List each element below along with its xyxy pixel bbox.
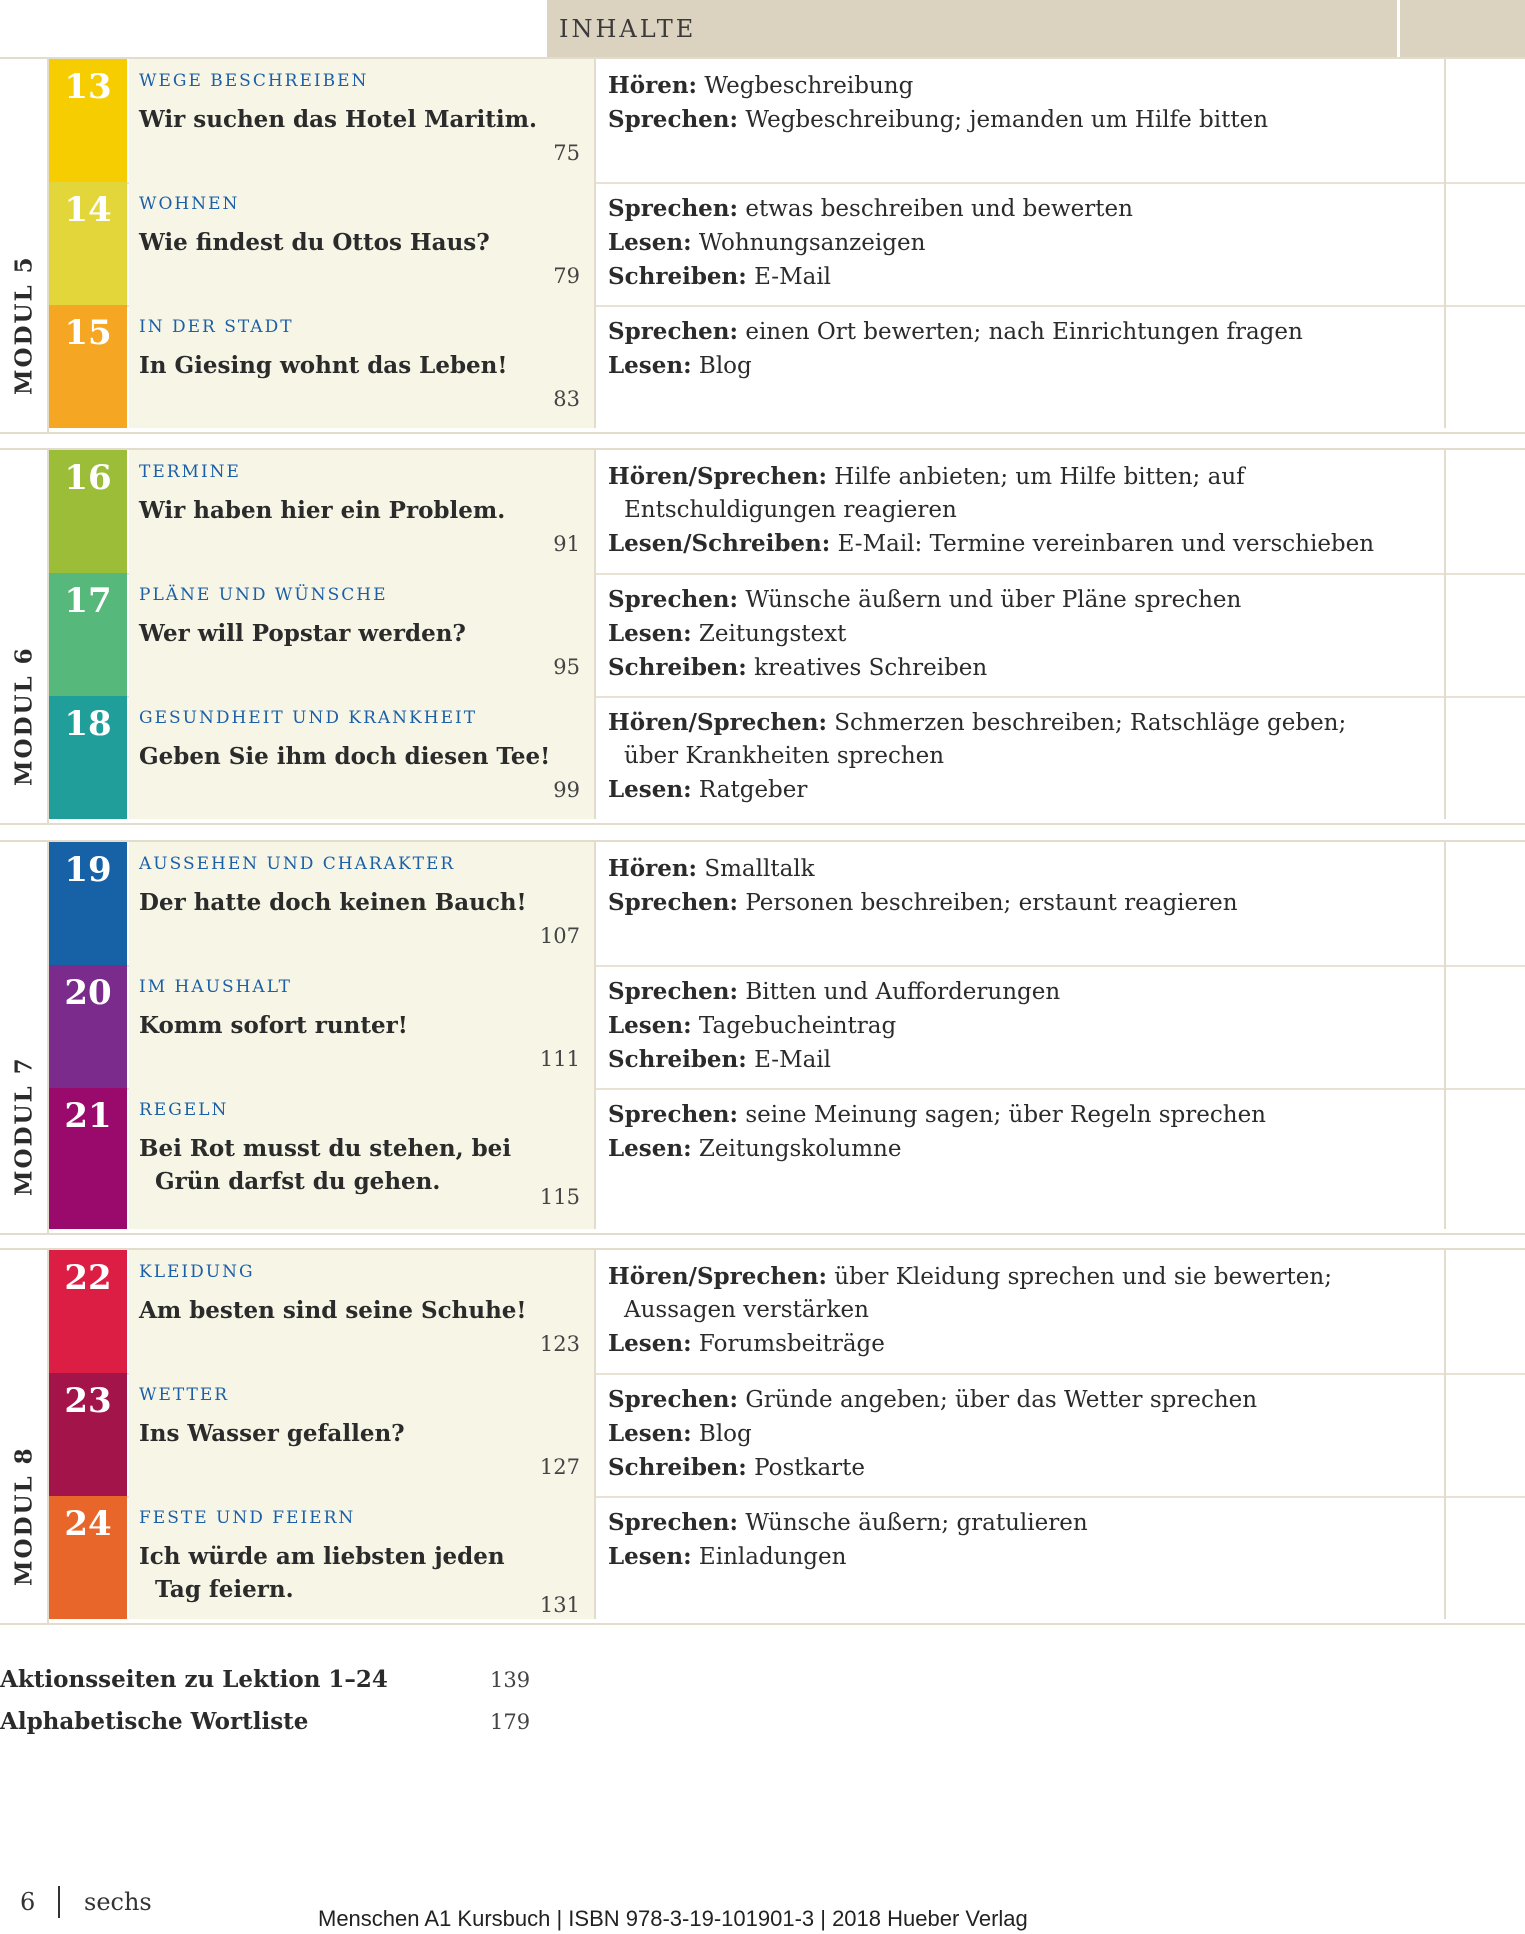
lektion-title <box>139 617 579 650</box>
modul-5 <box>0 57 1525 434</box>
inhalte-text: Wegbeschreibung <box>704 73 914 99</box>
lektion-page: 91 <box>553 532 580 556</box>
inhalte-text: über Kleidung sprechen und sie bewerten; <box>834 1264 1332 1290</box>
lektion-number: 24 <box>64 1504 112 1544</box>
header-blank <box>0 0 548 57</box>
inhalte-skill: Sprechen: <box>608 1386 739 1413</box>
inhalte-skill: Schreiben: <box>608 1046 747 1073</box>
inhalte-line <box>608 1540 1432 1574</box>
inhalte-line <box>608 226 1432 260</box>
extra-wortliste[interactable]: Alphabetische Wortliste <box>0 1708 309 1735</box>
inhalte-text: Hilfe anbieten; um Hilfe bitten; auf <box>834 464 1245 490</box>
lektion-row[interactable] <box>49 182 1525 307</box>
lektion-title <box>139 349 579 382</box>
lektion-number: 22 <box>64 1258 112 1298</box>
footer-isbn: Menschen A1 Kursbuch | ISBN 978-3-19-101901-3 | 2018 Hueber Verlag <box>318 1906 1028 1931</box>
footer-page-number: 6 <box>20 1888 36 1916</box>
inhalte-skill: Hören/Sprechen: <box>608 463 827 490</box>
lektion-title-line: Grün darfst du gehen. <box>155 1168 441 1195</box>
lektion-inhalte <box>596 1088 1446 1229</box>
inhalte-line <box>608 617 1432 651</box>
lektion-topic: GESUNDHEIT UND KRANKHEIT <box>139 708 478 728</box>
lektion-row[interactable] <box>49 1088 1525 1229</box>
modul-label-text: MODUL 5 <box>10 255 37 395</box>
lektion-number: 16 <box>64 458 112 498</box>
lektion-page: 127 <box>539 1455 580 1479</box>
modul-6 <box>0 448 1525 825</box>
inhalte-line <box>608 1132 1432 1166</box>
lektion-title-line: Geben Sie ihm doch diesen Tee! <box>139 743 551 770</box>
lektion-title <box>139 1009 579 1042</box>
lektion-title-line: In Giesing wohnt das Leben! <box>139 352 508 379</box>
inhalte-skill: Hören/Sprechen: <box>608 1263 827 1290</box>
inhalte-line <box>608 852 1432 886</box>
inhalte-skill: Sprechen: <box>608 889 739 916</box>
lektion-cell <box>129 573 596 696</box>
lektion-topic: IM HAUSHALT <box>139 977 292 997</box>
inhalte-line <box>608 975 1432 1009</box>
inhalte-text: Blog <box>698 353 752 379</box>
lektion-topic: AUSSEHEN UND CHARAKTER <box>139 854 456 874</box>
lektion-number-block <box>49 182 127 305</box>
lektion-row[interactable] <box>49 1373 1525 1498</box>
lektion-row[interactable] <box>49 965 1525 1090</box>
inhalte-text-continued: über Krankheiten sprechen <box>624 743 945 769</box>
inhalte-skill: Hören: <box>608 855 698 882</box>
inhalte-line <box>608 349 1432 383</box>
lektion-title-line: Am besten sind seine Schuhe! <box>139 1297 527 1324</box>
modul-label <box>0 59 49 432</box>
inhalte-line <box>608 706 1432 773</box>
modul-7 <box>0 840 1525 1235</box>
lektion-number-block <box>49 696 127 819</box>
lektion-row[interactable] <box>49 59 1525 184</box>
lektion-title-line: Ich würde am liebsten jeden <box>139 1543 505 1570</box>
inhalte-text: E-Mail <box>754 1047 832 1073</box>
modul-label-text: MODUL 6 <box>10 646 37 786</box>
inhalte-text: Forumsbeiträge <box>698 1331 885 1357</box>
lektion-title <box>139 1417 579 1450</box>
inhalte-line <box>608 1043 1432 1077</box>
lektion-number-block <box>49 1496 127 1619</box>
lektion-page: 111 <box>539 1047 580 1071</box>
inhalte-text-continued: Aussagen verstärken <box>624 1297 869 1323</box>
inhalte-skill: Lesen: <box>608 620 692 647</box>
lektion-page: 79 <box>553 264 580 288</box>
inhalte-text: Blog <box>698 1421 752 1447</box>
lektion-inhalte <box>596 696 1446 819</box>
inhalte-text: Wegbeschreibung; jemanden um Hilfe bitten <box>745 107 1269 133</box>
lektion-topic: REGELN <box>139 1100 229 1120</box>
inhalte-skill: Schreiben: <box>608 654 747 681</box>
lektion-inhalte <box>596 305 1446 428</box>
inhalte-text: Postkarte <box>754 1455 866 1481</box>
inhalte-line <box>608 1098 1432 1132</box>
lektion-cell <box>129 1373 596 1496</box>
inhalte-line <box>608 886 1432 920</box>
lektion-number: 21 <box>64 1096 112 1136</box>
lektion-topic: WEGE BESCHREIBEN <box>139 71 369 91</box>
lektion-number: 20 <box>64 973 112 1013</box>
inhalte-text: Zeitungskolumne <box>698 1136 902 1162</box>
inhalte-skill: Lesen: <box>608 1420 692 1447</box>
lektion-number-block <box>49 842 127 965</box>
lektion-inhalte <box>596 1250 1446 1373</box>
inhalte-line <box>608 1417 1432 1451</box>
inhalte-skill: Sprechen: <box>608 106 739 133</box>
inhalte-text: Schmerzen beschreiben; Ratschläge geben; <box>834 710 1347 736</box>
lektion-page: 123 <box>539 1332 580 1356</box>
lektion-page: 107 <box>539 924 580 948</box>
lektion-cell <box>129 696 596 819</box>
inhalte-line <box>608 1009 1432 1043</box>
inhalte-line <box>608 1383 1432 1417</box>
lektion-number-block <box>49 450 127 573</box>
inhalte-skill: Schreiben: <box>608 1454 747 1481</box>
inhalte-skill: Lesen: <box>608 776 692 803</box>
inhalte-skill: Lesen: <box>608 229 692 256</box>
lektion-number: 14 <box>64 190 112 230</box>
lektion-page: 95 <box>553 655 580 679</box>
lektion-number: 15 <box>64 313 112 353</box>
lektion-title-line: Der hatte doch keinen Bauch! <box>139 889 527 916</box>
lektion-inhalte <box>596 965 1446 1088</box>
inhalte-skill: Hören: <box>608 72 698 99</box>
lektion-page: 131 <box>539 1593 580 1617</box>
lektion-inhalte <box>596 842 1446 965</box>
lektion-title-line: Wie findest du Ottos Haus? <box>139 229 490 256</box>
inhalte-line <box>608 460 1432 527</box>
inhalte-line <box>608 583 1432 617</box>
inhalte-line <box>608 773 1432 807</box>
lektion-topic: IN DER STADT <box>139 317 294 337</box>
lektion-number-block <box>49 573 127 696</box>
inhalte-header-label: INHALTE <box>559 14 697 43</box>
inhalte-line <box>608 260 1432 294</box>
lektion-title-line: Wer will Popstar werden? <box>139 620 466 647</box>
lektion-page: 115 <box>539 1185 580 1209</box>
lektion-number-block <box>49 1088 127 1229</box>
inhalte-text: Tagebucheintrag <box>698 1013 897 1039</box>
lektion-page: 99 <box>553 778 580 802</box>
footer-separator <box>58 1886 60 1918</box>
inhalte-line <box>608 315 1432 349</box>
lektion-number-block <box>49 1250 127 1373</box>
lektion-number-block <box>49 965 127 1088</box>
lektion-cell <box>129 1088 596 1229</box>
lektion-cell <box>129 450 596 573</box>
extra-aktionsseiten[interactable]: Aktionsseiten zu Lektion 1–24 <box>0 1666 388 1693</box>
footer-page-word: sechs <box>84 1888 152 1916</box>
modul-label <box>0 1250 49 1623</box>
lektion-title-line: Wir suchen das Hotel Maritim. <box>139 106 537 133</box>
lektion-title-line: Wir haben hier ein Problem. <box>139 497 506 524</box>
lektion-page: 83 <box>553 387 580 411</box>
lektion-topic: KLEIDUNG <box>139 1262 255 1282</box>
extra-wortliste-page: 179 <box>490 1710 531 1734</box>
inhalte-skill: Lesen: <box>608 1543 692 1570</box>
lektion-number: 19 <box>64 850 112 890</box>
inhalte-line <box>608 527 1432 561</box>
lektion-inhalte <box>596 59 1446 182</box>
lektion-topic: FESTE UND FEIERN <box>139 1508 356 1528</box>
inhalte-text: Ratgeber <box>698 777 808 803</box>
inhalte-text: Wünsche äußern; gratulieren <box>745 1510 1088 1536</box>
inhalte-text: Gründe angeben; über das Wetter sprechen <box>745 1387 1258 1413</box>
inhalte-skill: Sprechen: <box>608 1101 739 1128</box>
lektion-cell <box>129 1496 596 1619</box>
lektion-cell <box>129 305 596 428</box>
inhalte-text: Zeitungstext <box>698 621 847 647</box>
modul-label-text: MODUL 8 <box>10 1446 37 1586</box>
inhalte-skill: Sprechen: <box>608 978 739 1005</box>
lektion-topic: WETTER <box>139 1385 230 1405</box>
inhalte-line <box>608 1451 1432 1485</box>
lektion-title <box>139 103 579 136</box>
lektion-title-line: Tag feiern. <box>155 1576 294 1603</box>
inhalte-skill: Hören/Sprechen: <box>608 709 827 736</box>
inhalte-skill: Sprechen: <box>608 586 739 613</box>
lektion-inhalte <box>596 1496 1446 1619</box>
lektion-title-line: Ins Wasser gefallen? <box>139 1420 405 1447</box>
inhalte-text-continued: Entschuldigungen reagieren <box>624 497 957 523</box>
extra-aktionsseiten-page: 139 <box>490 1668 531 1692</box>
lektion-row[interactable] <box>49 573 1525 698</box>
lektion-cell <box>129 1250 596 1373</box>
modul-label <box>0 450 49 823</box>
inhalte-text: Einladungen <box>698 1544 847 1570</box>
lektion-row[interactable] <box>49 305 1525 428</box>
inhalte-text: Wohnungsanzeigen <box>698 230 926 256</box>
lektion-cell <box>129 59 596 182</box>
lektion-title-line: Komm sofort runter! <box>139 1012 408 1039</box>
inhalte-skill: Sprechen: <box>608 195 739 222</box>
inhalte-text: Smalltalk <box>704 856 815 882</box>
lektion-row[interactable] <box>49 1250 1525 1375</box>
lektion-topic: WOHNEN <box>139 194 240 214</box>
lektion-title <box>139 1132 579 1198</box>
inhalte-line <box>608 69 1432 103</box>
lektion-inhalte <box>596 573 1446 696</box>
inhalte-header <box>547 0 1397 59</box>
lektion-number: 17 <box>64 581 112 621</box>
inhalte-line <box>608 1260 1432 1327</box>
lektion-page: 75 <box>553 141 580 165</box>
lektion-inhalte <box>596 182 1446 305</box>
inhalte-line <box>608 103 1432 137</box>
lektion-number: 23 <box>64 1381 112 1421</box>
inhalte-skill: Sprechen: <box>608 1509 739 1536</box>
inhalte-text: Personen beschreiben; erstaunt reagieren <box>745 890 1238 916</box>
inhalte-text: Bitten und Aufforderungen <box>745 979 1061 1005</box>
lektion-title <box>139 1540 579 1606</box>
lektion-title <box>139 226 579 259</box>
inhalte-skill: Lesen: <box>608 352 692 379</box>
inhalte-skill: Schreiben: <box>608 263 747 290</box>
lektion-number-block <box>49 59 127 182</box>
lektion-title <box>139 1294 579 1327</box>
lektion-topic: PLÄNE UND WÜNSCHE <box>139 585 388 605</box>
inhalte-text: seine Meinung sagen; über Regeln sprechen <box>745 1102 1266 1128</box>
modul-8 <box>0 1248 1525 1625</box>
inhalte-line <box>608 192 1432 226</box>
inhalte-skill: Lesen/Schreiben: <box>608 530 831 557</box>
inhalte-skill: Lesen: <box>608 1135 692 1162</box>
inhalte-text: etwas beschreiben und bewerten <box>745 196 1133 222</box>
header-right <box>1398 0 1525 59</box>
lektion-number: 18 <box>64 704 112 744</box>
lektion-row[interactable] <box>49 696 1525 819</box>
lektion-row[interactable] <box>49 842 1525 967</box>
inhalte-text: E-Mail <box>754 264 832 290</box>
inhalte-text: Wünsche äußern und über Pläne sprechen <box>745 587 1242 613</box>
lektion-title <box>139 740 579 773</box>
lektion-cell <box>129 182 596 305</box>
inhalte-text: einen Ort bewerten; nach Einrichtungen fragen <box>745 319 1303 345</box>
lektion-title <box>139 886 579 919</box>
inhalte-text: E-Mail: Termine vereinbaren und verschieben <box>837 531 1375 557</box>
inhalte-text: kreatives Schreiben <box>754 655 988 681</box>
lektion-inhalte <box>596 1373 1446 1496</box>
lektion-title-line: Bei Rot musst du stehen, bei <box>139 1135 512 1162</box>
inhalte-skill: Lesen: <box>608 1012 692 1039</box>
lektion-cell <box>129 965 596 1088</box>
lektion-number-block <box>49 305 127 428</box>
inhalte-skill: Sprechen: <box>608 318 739 345</box>
modul-label <box>0 842 49 1233</box>
lektion-cell <box>129 842 596 965</box>
lektion-number-block <box>49 1373 127 1496</box>
lektion-number: 13 <box>64 67 112 107</box>
inhalte-line <box>608 1327 1432 1361</box>
lektion-row[interactable] <box>49 450 1525 575</box>
lektion-topic: TERMINE <box>139 462 241 482</box>
lektion-inhalte <box>596 450 1446 573</box>
inhalte-skill: Lesen: <box>608 1330 692 1357</box>
inhalte-line <box>608 651 1432 685</box>
inhalte-line <box>608 1506 1432 1540</box>
lektion-row[interactable] <box>49 1496 1525 1619</box>
lektion-title <box>139 494 579 527</box>
modul-label-text: MODUL 7 <box>10 1056 37 1196</box>
